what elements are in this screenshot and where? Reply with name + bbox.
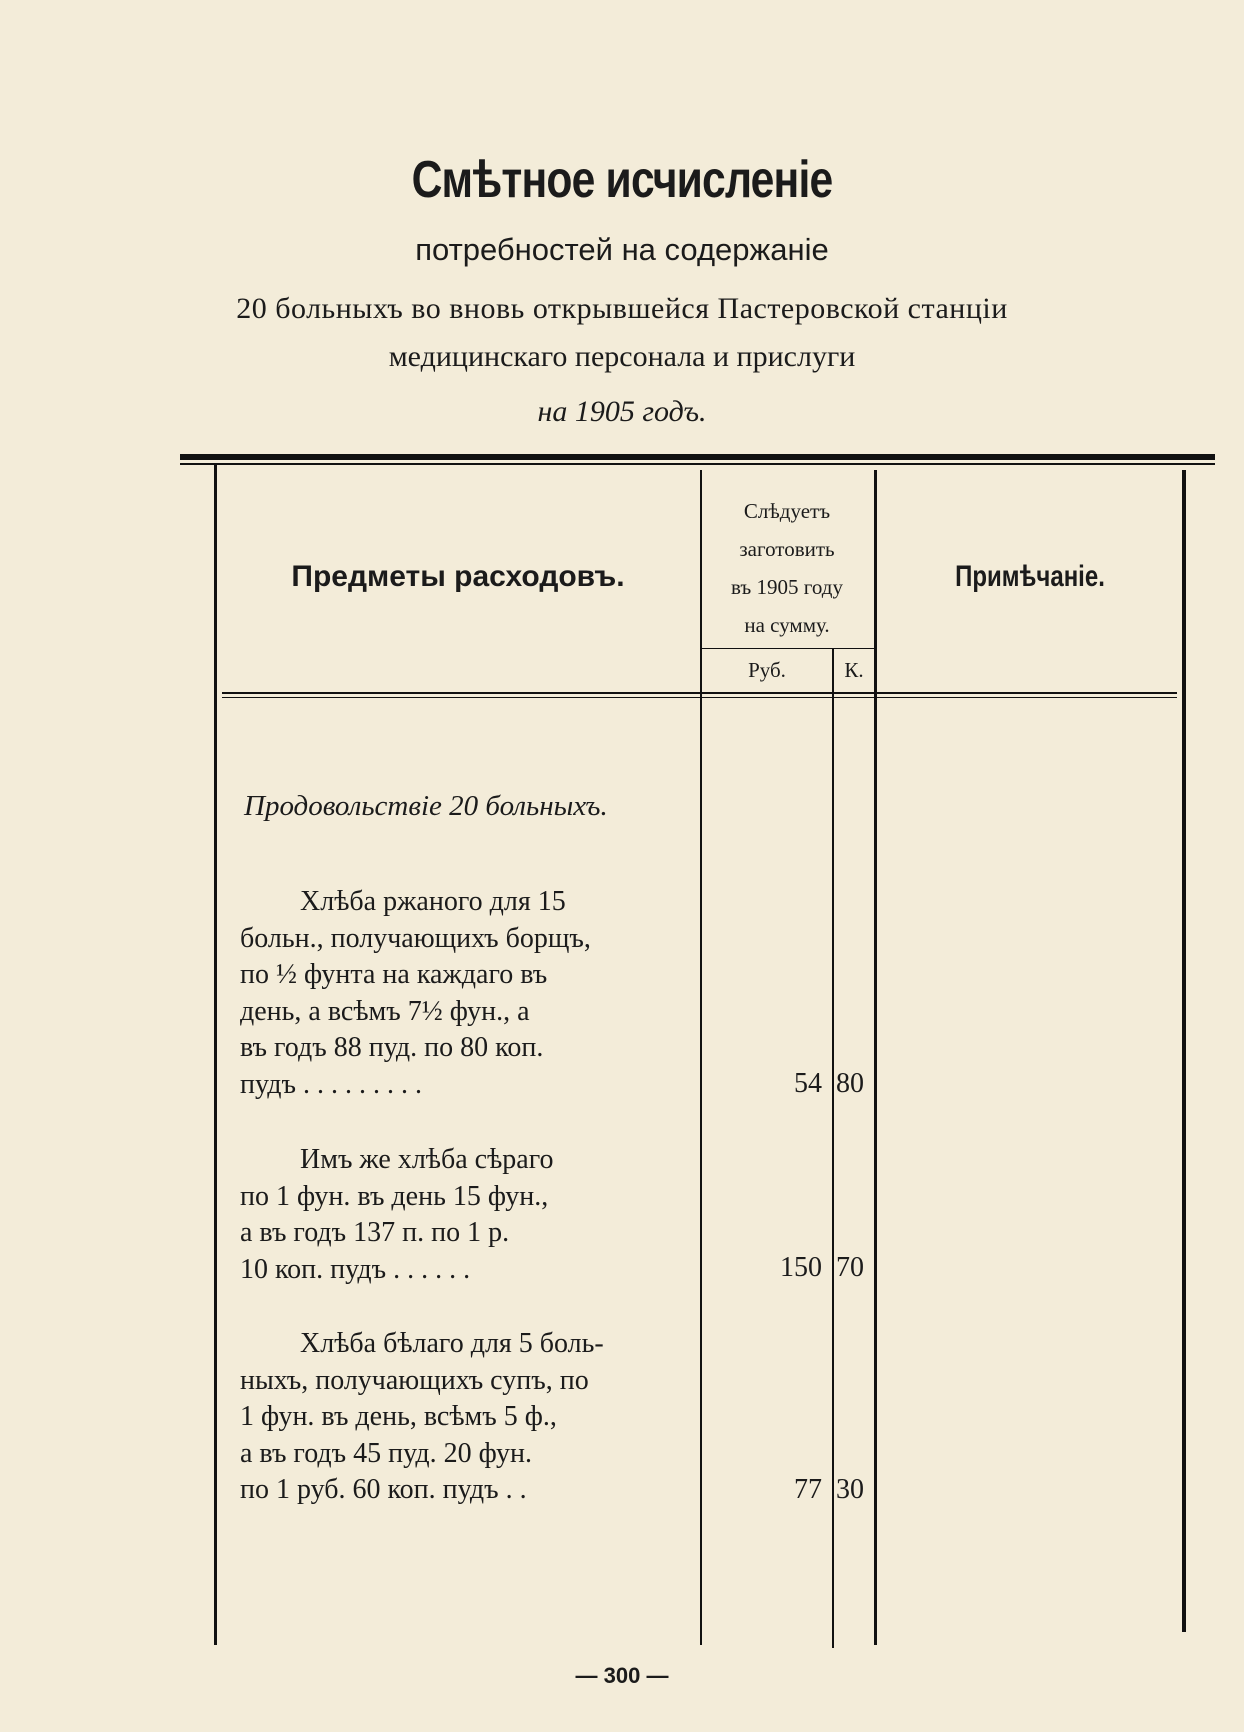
column-header-items: Предметы расходовъ.: [291, 560, 625, 593]
row-text-line: по ½ фунта на каждаго въ: [240, 959, 548, 990]
row-amount-rub: 150: [780, 1252, 822, 1283]
heading-year-line: на 1905 годъ.: [537, 395, 707, 428]
page-number: — 300 —: [575, 1663, 669, 1688]
heading-line-1: 20 больныхъ во вновь открывшейся Пастеровской станціи: [236, 292, 1008, 325]
row-text-line: ныхъ, получающихъ супъ, по: [240, 1364, 589, 1396]
table-row: [240, 884, 688, 1103]
header-bottom-rule: [222, 692, 1177, 694]
row-text-line: 1 фун. въ день, всѣмъ 5 ф.,: [240, 1401, 557, 1432]
page-subtitle: потребностей на содержаніе: [415, 232, 829, 267]
amount-subheader-rule: [702, 648, 874, 649]
table-left-border: [214, 465, 217, 1645]
heading-line-2: медицинскаго персонала и прислуги: [388, 340, 856, 373]
row-text-line: по 1 фун. въ день 15 фун.,: [240, 1180, 549, 1212]
table-row: [240, 1142, 688, 1288]
row-text-line: пудъ . . . . . . . . .: [240, 1068, 422, 1100]
row-amount-rub: 54: [794, 1068, 822, 1099]
row-text-line: Хлѣба ржаного для 15: [300, 886, 566, 917]
row-text-line: день, а всѣмъ 7½ фун., а: [240, 995, 530, 1027]
amount-header-line: на сумму.: [744, 613, 830, 637]
table-row: [240, 1326, 688, 1509]
column-header-rub: Руб.: [748, 658, 786, 682]
column-header-amount: [702, 492, 872, 644]
table-top-rule-thick: [180, 454, 1215, 460]
row-text-line: Хлѣба бѣлаго для 5 боль-: [300, 1328, 604, 1359]
header-bottom-rule-2: [222, 697, 1177, 698]
row-amount-kop: 70: [836, 1252, 864, 1283]
row-amount-kop: 30: [836, 1474, 864, 1505]
section-heading: Продовольствіе 20 больныхъ.: [244, 790, 608, 822]
page-title: Смѣтное исчисленіе: [411, 151, 833, 209]
row-text-line: а въ годъ 45 пуд. 20 фун.: [240, 1437, 533, 1469]
row-amount-kop: 80: [836, 1068, 864, 1099]
table-right-border: [1182, 470, 1186, 1632]
amount-header-line: въ 1905 году: [731, 575, 843, 599]
row-amount-rub: 77: [794, 1474, 822, 1505]
row-text-line: Имъ же хлѣба сѣраго: [300, 1144, 554, 1175]
amount-header-line: Слѣдуетъ: [743, 499, 831, 523]
column-divider-rub-kop: [832, 648, 834, 1648]
row-text-line: 10 коп. пудъ . . . . . .: [240, 1253, 471, 1285]
row-text-line: по 1 руб. 60 коп. пудъ . .: [240, 1474, 527, 1505]
column-header-note: Примѣчаніе.: [955, 560, 1105, 593]
column-header-kop: К.: [844, 658, 864, 682]
row-text-line: больн., получающихъ борщъ,: [240, 922, 591, 954]
column-divider-amount-note: [874, 470, 877, 1645]
row-text-line: а въ годъ 137 п. по 1 р.: [240, 1217, 510, 1248]
table-top-rule-thin: [180, 463, 1215, 465]
row-text-line: въ годъ 88 пуд. по 80 коп.: [240, 1032, 544, 1063]
amount-header-line: заготовить: [739, 537, 835, 561]
column-divider-items-amount: [700, 470, 702, 1645]
